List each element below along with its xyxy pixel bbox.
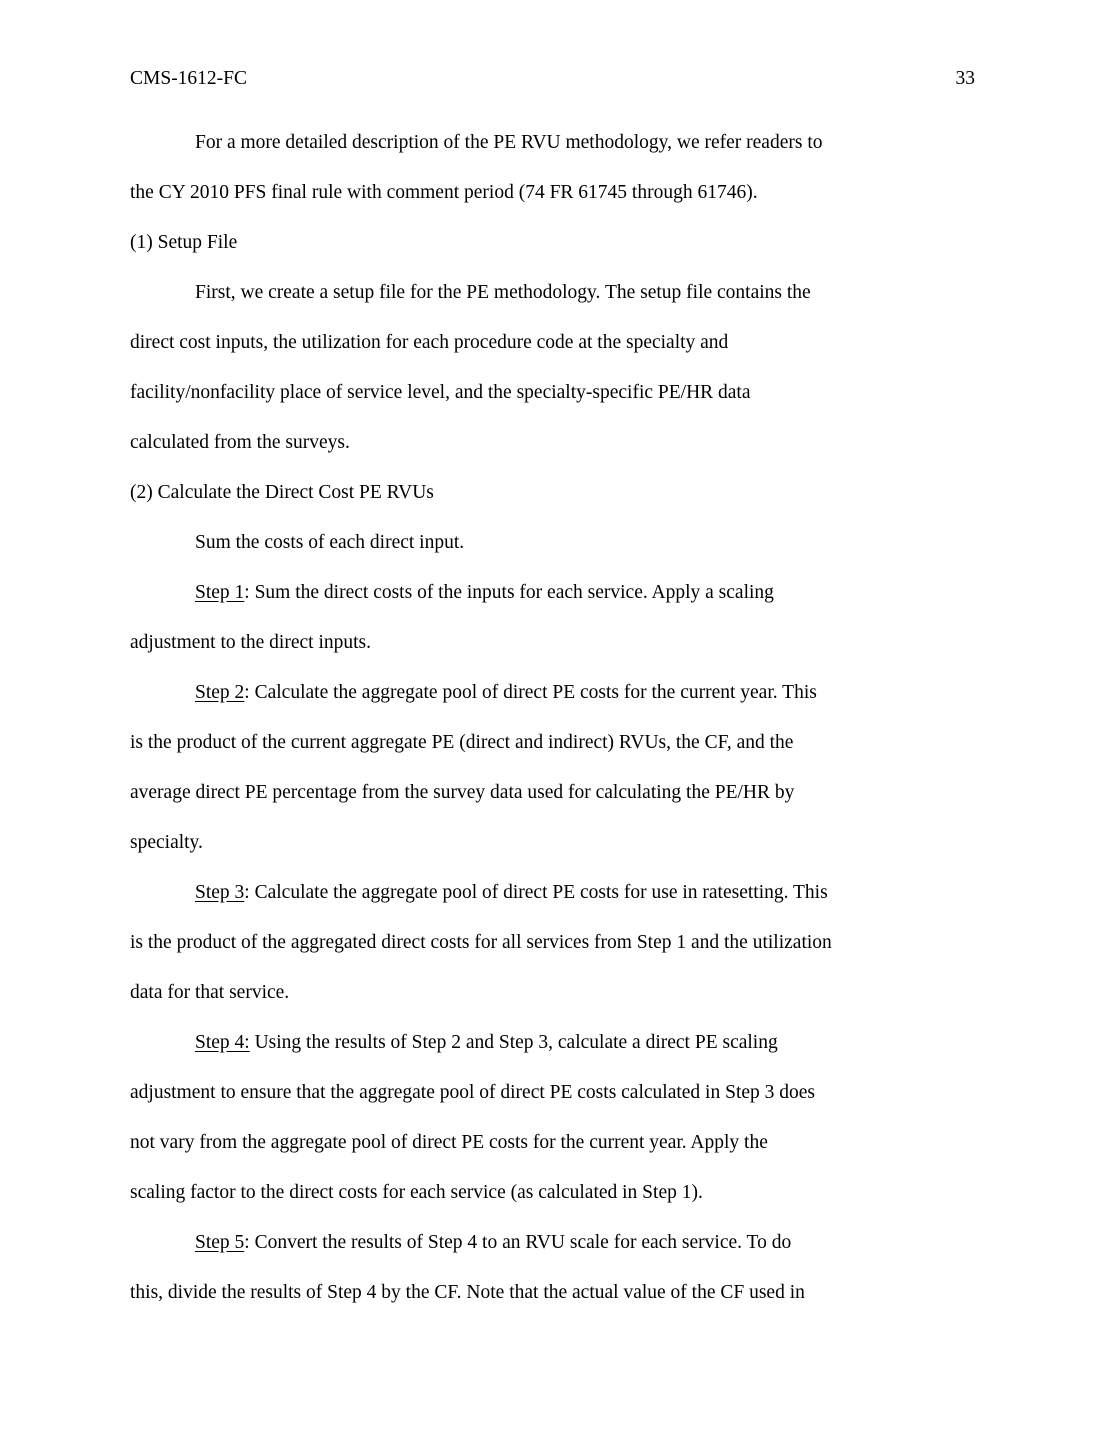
step-2-text: : Calculate the aggregate pool of direct PE costs for the current year. This	[244, 682, 817, 703]
step-3-label: Step 3	[195, 882, 245, 903]
paragraph-line: adjustment to ensure that the aggregate pool of direct PE costs calculated in Step 3 does	[130, 1082, 816, 1103]
paragraph-line: specialty.	[130, 832, 203, 853]
step-5-label: Step 5	[195, 1232, 245, 1253]
paragraph-line: average direct PE percentage from the survey data used for calculating the PE/HR by	[130, 782, 795, 803]
step-1-text: : Sum the direct costs of the inputs for each service. Apply a scaling	[244, 582, 774, 603]
section-heading-setup-file: (1) Setup File	[130, 232, 238, 253]
step-4-text: Using the results of Step 2 and Step 3, calculate a direct PE scaling	[249, 1032, 778, 1053]
paragraph-line: Sum the costs of each direct input.	[195, 532, 465, 553]
step-4-label: Step 4:	[195, 1032, 250, 1053]
paragraph-line: the CY 2010 PFS final rule with comment period (74 FR 61745 through 61746).	[130, 182, 758, 203]
paragraph-line: calculated from the surveys.	[130, 432, 350, 453]
paragraph-line: First, we create a setup file for the PE methodology. The setup file contains the	[195, 282, 811, 303]
section-heading-direct-cost: (2) Calculate the Direct Cost PE RVUs	[130, 482, 434, 503]
step-1-label: Step 1	[195, 582, 245, 603]
paragraph-line: scaling factor to the direct costs for each service (as calculated in Step 1).	[130, 1182, 703, 1203]
paragraph-line: is the product of the current aggregate PE (direct and indirect) RVUs, the CF, and the	[130, 732, 794, 753]
step-3-line	[195, 879, 828, 907]
step-2-label: Step 2	[195, 682, 245, 703]
paragraph-line: this, divide the results of Step 4 by the CF. Note that the actual value of the CF used in	[130, 1282, 805, 1303]
paragraph-line: For a more detailed description of the PE RVU methodology, we refer readers to	[195, 132, 823, 153]
paragraph-line: is the product of the aggregated direct costs for all services from Step 1 and the utilization	[130, 932, 832, 953]
document-id: CMS-1612-FC	[130, 68, 248, 89]
paragraph-line: not vary from the aggregate pool of direct PE costs for the current year. Apply the	[130, 1132, 768, 1153]
step-2-line	[195, 679, 817, 707]
paragraph-line: facility/nonfacility place of service level, and the specialty-specific PE/HR data	[130, 382, 751, 403]
paragraph-line: direct cost inputs, the utilization for each procedure code at the specialty and	[130, 332, 729, 353]
step-1-line	[195, 579, 774, 607]
step-4-line	[195, 1029, 778, 1057]
paragraph-line: data for that service.	[130, 982, 290, 1003]
paragraph-line: adjustment to the direct inputs.	[130, 632, 371, 653]
step-5-line	[195, 1229, 791, 1257]
step-5-text: : Convert the results of Step 4 to an RVU scale for each service. To do	[244, 1232, 792, 1253]
step-3-text: : Calculate the aggregate pool of direct PE costs for use in ratesetting. This	[244, 882, 828, 903]
page-number: 33	[955, 68, 975, 89]
